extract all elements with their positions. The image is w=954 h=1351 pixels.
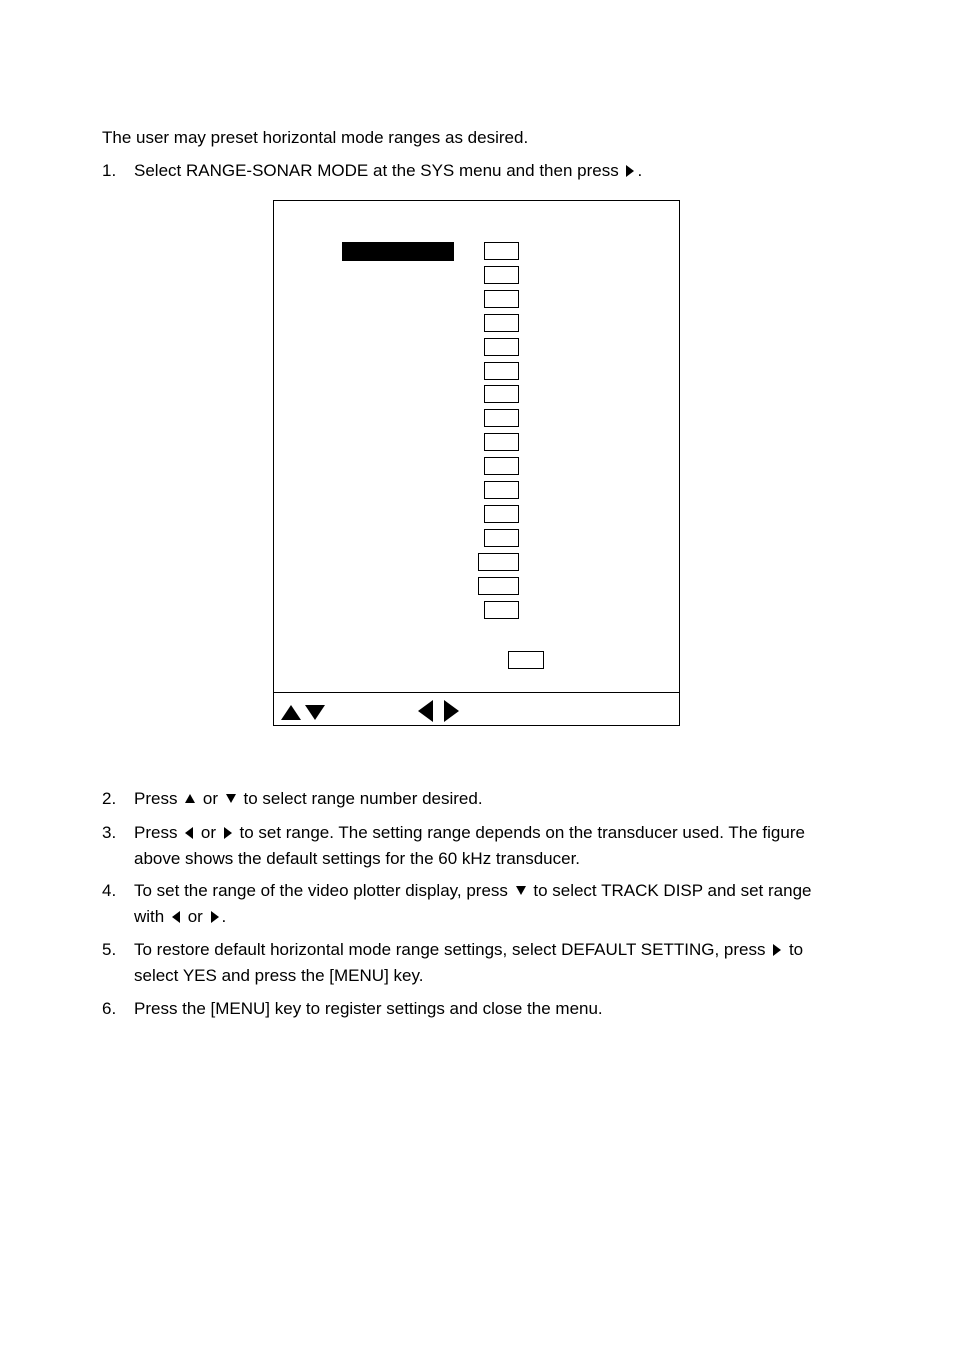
range-value-box[interactable] — [484, 266, 519, 284]
range-value-box[interactable] — [484, 505, 519, 523]
step-text-segment: select YES and press the [MENU] key. — [134, 966, 424, 985]
step-text — [134, 966, 423, 986]
triangle-right-icon — [211, 911, 219, 923]
range-value-box[interactable] — [484, 242, 519, 260]
triangle-right-icon — [224, 827, 232, 839]
range-value-box[interactable] — [484, 481, 519, 499]
step-number: 6. — [102, 999, 117, 1018]
range-value-box[interactable] — [484, 409, 519, 427]
step-text-segment: or — [198, 789, 223, 808]
step-text — [134, 940, 803, 960]
step-text-segment: to select range number desired. — [238, 789, 483, 808]
triangle-down-icon — [516, 886, 526, 895]
step-text-segment: or — [182, 907, 208, 926]
step-text — [134, 881, 811, 901]
step-text-segment: to select TRACK DISP and set range — [528, 881, 812, 900]
triangle-right-icon — [626, 165, 634, 177]
step-number: 3. — [102, 823, 117, 842]
step-text-segment: Press — [134, 823, 183, 842]
range-value-box[interactable] — [484, 338, 519, 356]
step-text — [134, 999, 603, 1019]
range-value-box[interactable] — [484, 457, 519, 475]
triangle-left-icon — [185, 827, 193, 839]
range-value-box[interactable] — [484, 433, 519, 451]
step-text-segment: Press — [134, 789, 183, 808]
intro-text: The user may preset horizontal mode ranges as desired. — [102, 128, 529, 147]
step-number: 4. — [102, 881, 117, 900]
step-text-segment: To set the range of the video plotter display, press — [134, 881, 513, 900]
step-text-segment: Select RANGE-SONAR MODE at the SYS menu and then press — [134, 161, 624, 180]
step-text-segment: . — [221, 907, 227, 926]
step-text — [134, 789, 483, 809]
step-text-segment: to set range. The setting range depends on the transducer used. The figure — [234, 823, 805, 842]
step-text — [134, 161, 642, 181]
step-number: 2. — [102, 789, 117, 808]
range-value-box[interactable] — [484, 601, 519, 619]
step-text — [134, 907, 226, 927]
step-text — [134, 823, 805, 843]
footer-up-arrow-icon — [281, 705, 301, 720]
range-value-box[interactable] — [484, 362, 519, 380]
step-text-segment: . — [637, 161, 643, 180]
footer-right-arrow-icon — [444, 700, 459, 722]
triangle-down-icon — [226, 794, 236, 803]
range-value-box[interactable] — [478, 553, 519, 571]
footer-left-arrow-icon — [418, 700, 433, 722]
triangle-right-icon — [773, 944, 781, 956]
footer-down-arrow-icon — [305, 705, 325, 720]
range-value-box[interactable] — [484, 529, 519, 547]
range-value-box[interactable] — [484, 290, 519, 308]
step-number: 1. — [102, 161, 117, 180]
range-value-box[interactable] — [478, 577, 519, 595]
step-text-segment: To restore default horizontal mode range settings, select DEFAULT SETTING, press — [134, 940, 771, 959]
range-value-box[interactable] — [484, 314, 519, 332]
step-text-segment: Press the [MENU] key to register settings and close the menu. — [134, 999, 603, 1018]
step-number: 5. — [102, 940, 117, 959]
range-value-box[interactable] — [484, 385, 519, 403]
step-text-segment: above shows the default settings for the 60 kHz transducer. — [134, 849, 581, 868]
step-text-segment: with — [134, 907, 169, 926]
range-sonar-mode-menu — [273, 200, 680, 726]
step-text-segment: to — [784, 940, 804, 959]
menu-footer-divider — [273, 692, 680, 693]
selected-menu-item-highlight — [342, 242, 454, 261]
step-text — [134, 849, 580, 869]
step-text-segment: or — [196, 823, 221, 842]
triangle-up-icon — [185, 794, 195, 803]
triangle-left-icon — [172, 911, 180, 923]
default-setting-value-box[interactable] — [508, 651, 544, 669]
